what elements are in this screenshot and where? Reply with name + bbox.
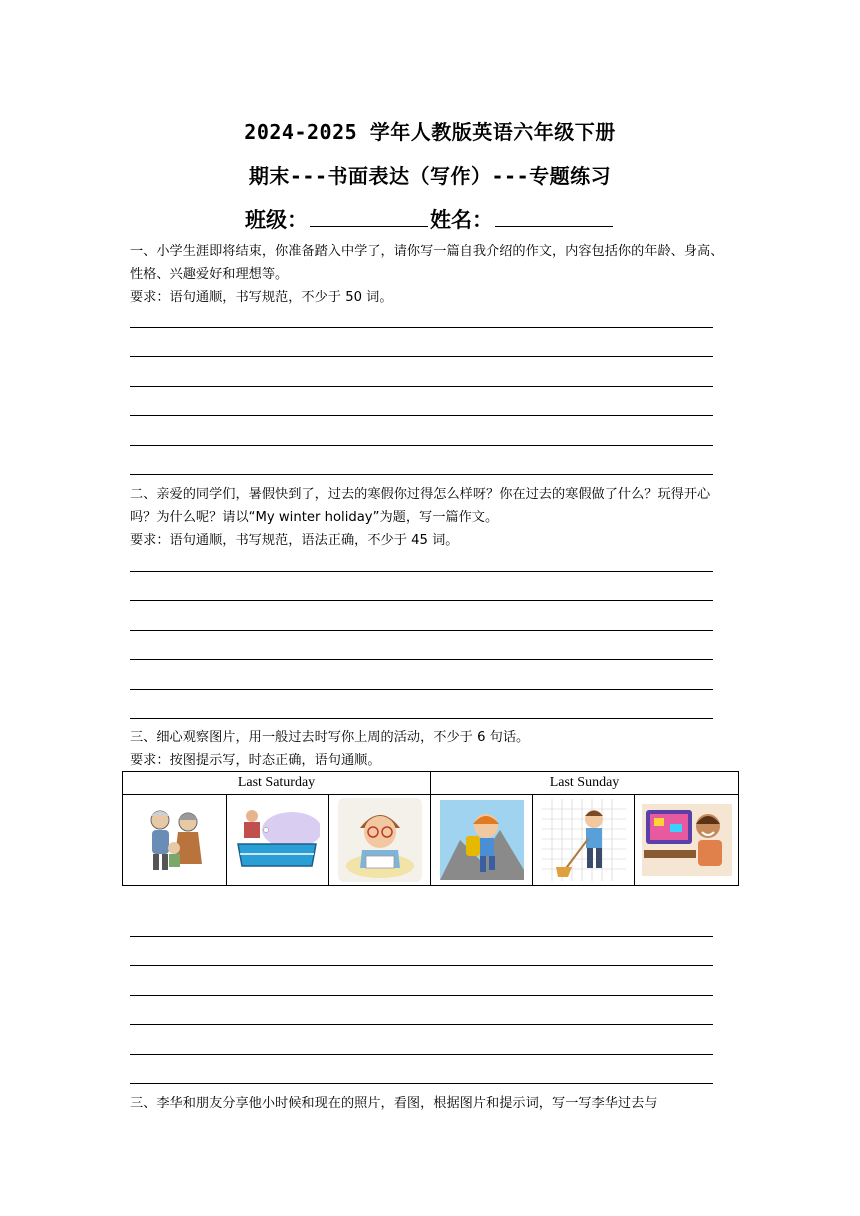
class-blank[interactable]: [310, 208, 428, 227]
writing-line[interactable]: [130, 445, 713, 446]
writing-line[interactable]: [130, 386, 713, 387]
question-2-requirement: 要求：语句通顺，书写规范，语法正确，不少于 45 词。: [130, 533, 459, 548]
header-last-saturday: Last Saturday: [123, 772, 431, 795]
writing-line[interactable]: [130, 356, 713, 357]
writing-line[interactable]: [130, 995, 713, 996]
computer-game-picture: [635, 795, 738, 885]
climbing-picture: [431, 795, 532, 885]
sweeping-picture: [533, 795, 634, 885]
writing-line[interactable]: [130, 327, 713, 328]
writing-line[interactable]: [130, 936, 713, 937]
document-title: 2024-2025 学年人教版英语六年级下册: [244, 120, 616, 144]
reading-picture: [329, 795, 430, 885]
question-3-requirement: 要求：按图提示写，时态正确，语句通顺。: [130, 753, 381, 768]
question-2: [130, 483, 735, 552]
question-2-text: 二、亲爱的同学们，暑假快到了，过去的寒假你过得怎么样呀？你在过去的寒假做了什么？玩得开心吗？为什么呢？请以“My winter holiday”为题，写一篇作文。: [130, 487, 711, 525]
writing-line[interactable]: [130, 1024, 713, 1025]
question-4-text: 三、李华和朋友分享他小时候和现在的照片，看图，根据图片和提示词，写一写李华过去与: [130, 1096, 658, 1111]
writing-line[interactable]: [130, 1054, 713, 1055]
class-name-line: [0, 204, 860, 234]
writing-line[interactable]: [130, 600, 713, 601]
writing-line[interactable]: [130, 630, 713, 631]
writing-line[interactable]: [130, 689, 713, 690]
header-last-sunday: Last Sunday: [431, 772, 739, 795]
question-1-requirement: 要求：语句通顺，书写规范，不少于 50 词。: [130, 290, 393, 305]
document-subtitle: 期末---书面表达（写作）---专题练习: [248, 164, 612, 188]
writing-line[interactable]: [130, 415, 713, 416]
class-label: 班级：: [245, 208, 308, 232]
writing-line[interactable]: [130, 571, 713, 572]
question-1-text: 一、小学生涯即将结束，你准备踏入中学了，请你写一篇自我介绍的作文，内容包括你的年龄、身高、性格、兴趣爱好和理想等。: [130, 244, 724, 282]
writing-line[interactable]: [130, 474, 713, 475]
writing-line[interactable]: [130, 965, 713, 966]
question-1: [130, 240, 735, 309]
writing-line[interactable]: [130, 659, 713, 660]
writing-line[interactable]: [130, 1083, 713, 1084]
name-blank[interactable]: [495, 208, 613, 227]
writing-line[interactable]: [130, 718, 713, 719]
grandparents-picture: [123, 795, 226, 885]
question-3-text: 三、细心观察图片，用一般过去时写你上周的活动，不少于 6 句话。: [130, 730, 530, 745]
activity-picture-table: [122, 771, 739, 886]
question-4: [130, 1092, 735, 1115]
question-3: [130, 726, 735, 772]
table-tennis-picture: [227, 795, 328, 885]
name-label: 姓名：: [430, 208, 493, 232]
